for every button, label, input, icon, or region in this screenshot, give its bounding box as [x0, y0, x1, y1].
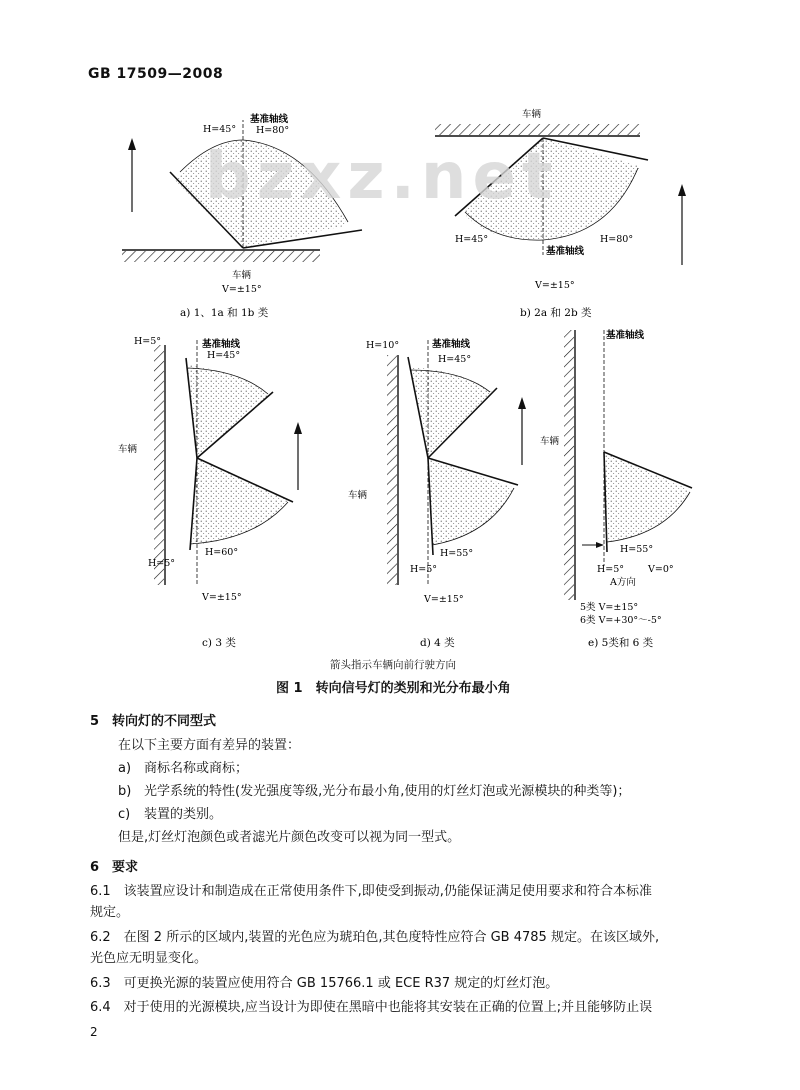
clause-6-2-line2: 光色应无明显变化。 — [90, 951, 208, 966]
section-5-closing: 但是,灯丝灯泡颜色或者滤光片颜色改变可以视为同一型式。 — [118, 830, 461, 845]
e-caption: e) 5类和 6 类 — [588, 637, 654, 649]
list-item — [118, 782, 630, 802]
c-v-label: V=±15° — [202, 592, 242, 603]
a-vehicle-label: 车辆 — [232, 270, 252, 281]
d-h5-label: H=5° — [410, 564, 438, 575]
section-5-heading: 5 转向灯的不同型式 — [90, 714, 217, 729]
diagram-d — [348, 338, 526, 649]
page-number: 2 — [90, 1025, 98, 1039]
list-marker: b) — [118, 784, 132, 799]
e-a-direction-label: A方向 — [610, 577, 636, 588]
e-v5-label: 5类 V=±15° — [580, 602, 639, 613]
list-text: 商标名称或商标； — [144, 761, 249, 776]
watermark-text: bzxz.net — [205, 140, 559, 214]
list-text: 光学系统的特性(发光强度等级,光分布最小角,使用的灯丝灯泡或光源模块的种类等)； — [144, 784, 631, 799]
c-h5-top-label: H=5° — [134, 336, 162, 347]
c-axis-label: 基准轴线 — [202, 339, 241, 350]
section-5-intro: 在以下主要方面有差异的装置： — [118, 738, 301, 753]
a-v-label: V=±15° — [222, 284, 262, 295]
b-axis-label: 基准轴线 — [546, 246, 585, 257]
list-item — [118, 759, 248, 779]
list-marker: c) — [118, 807, 131, 822]
e-vehicle-label: 车辆 — [540, 436, 560, 447]
e-h55-label: H=55° — [620, 544, 654, 555]
a-h80-label: H=80° — [256, 125, 290, 136]
figure-note: 箭头指示车辆向前行驶方向 — [330, 659, 456, 671]
diagram-c — [118, 336, 302, 649]
a-caption: a) 1、1a 和 1b 类 — [180, 307, 269, 319]
clause-6-1-line2: 规定。 — [90, 905, 130, 920]
d-h55-label: H=55° — [440, 548, 474, 559]
list-text: 装置的类别。 — [144, 807, 223, 822]
e-v6-label: 6类 V=+30°～-5° — [580, 615, 662, 626]
c-h5-bottom-label: H=5° — [148, 558, 176, 569]
diagram-e — [540, 329, 692, 649]
standard-code-header: GB 17509—2008 — [88, 66, 224, 82]
b-h80-label: H=80° — [600, 234, 634, 245]
clause-6-2-line1: 6.2 在图 2 所示的区域内,装置的光色应为琥珀色,其色度特性应符合 GB 4785 规定。在该区域外, — [90, 930, 660, 945]
list-marker: a) — [118, 761, 132, 776]
section-6-heading: 6 要求 — [90, 860, 139, 875]
e-v0-label: V=0° — [648, 564, 674, 575]
clause-6-3: 6.3 可更换光源的装置应使用符合 GB 15766.1 或 ECE R37 规定的灯丝灯泡。 — [90, 976, 559, 991]
d-h10-label: H=10° — [366, 340, 400, 351]
c-h45-label: H=45° — [207, 350, 241, 361]
b-caption: b) 2a 和 2b 类 — [520, 307, 592, 319]
c-caption: c) 3 类 — [202, 637, 236, 649]
e-h5-label: H=5° — [597, 564, 625, 575]
d-v-label: V=±15° — [424, 594, 464, 605]
c-vehicle-label: 车辆 — [118, 444, 138, 455]
a-h45-label: H=45° — [203, 124, 237, 135]
d-vehicle-label: 车辆 — [348, 490, 368, 501]
clause-6-4-line1: 6.4 对于使用的光源模块,应当设计为即使在黑暗中也能将其安装在正确的位置上;并且能够防止误 — [90, 1000, 653, 1015]
b-v-label: V=±15° — [535, 280, 575, 291]
d-h45-label: H=45° — [438, 354, 472, 365]
a-axis-label: 基准轴线 — [250, 114, 289, 125]
d-axis-label: 基准轴线 — [432, 339, 471, 350]
e-axis-label: 基准轴线 — [606, 330, 645, 341]
clause-6-1-line1: 6.1 该装置应设计和制造成在正常使用条件下,即使受到振动,仍能保证满足使用要求和符合本标准 — [90, 884, 652, 899]
b-vehicle-label: 车辆 — [522, 109, 542, 120]
b-h45-label: H=45° — [455, 234, 489, 245]
figure-title: 图 1 转向信号灯的类别和光分布最小角 — [276, 681, 511, 696]
d-caption: d) 4 类 — [420, 637, 455, 649]
list-item — [118, 805, 222, 825]
c-h60-label: H=60° — [205, 547, 239, 558]
